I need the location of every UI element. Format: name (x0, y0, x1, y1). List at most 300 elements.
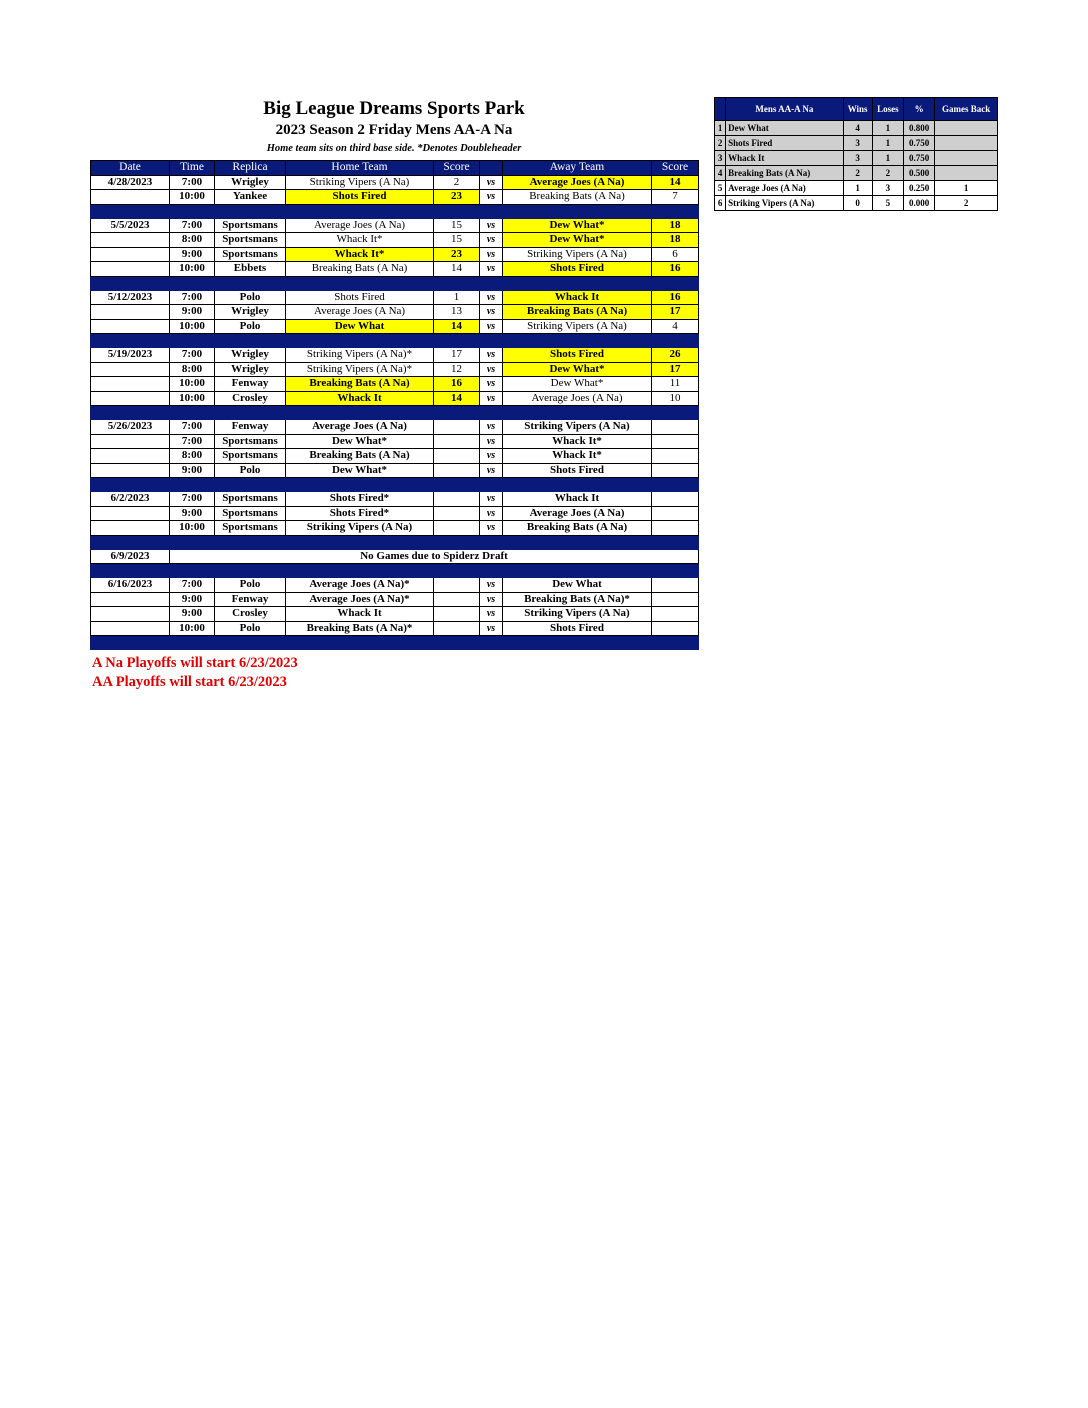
time-cell: 10:00 (170, 262, 215, 277)
date-cell: 6/9/2023 (91, 549, 170, 564)
game-row (91, 262, 699, 277)
col-header-vs (480, 161, 503, 176)
separator-cell (170, 334, 215, 348)
separator-cell (170, 276, 215, 290)
date-cell (91, 305, 170, 320)
home-score-cell: 17 (434, 348, 480, 363)
standings-wins: 3 (843, 136, 872, 151)
date-cell (91, 607, 170, 622)
standings-row (715, 181, 998, 196)
standings-header-wins: Wins (843, 98, 872, 121)
col-header-home-score: Score (434, 161, 480, 176)
game-row (91, 362, 699, 377)
separator-cell (503, 636, 652, 650)
vs-cell: vs (480, 348, 503, 363)
standings-row (715, 136, 998, 151)
standings-team: Striking Vipers (A Na) (726, 196, 843, 211)
away-score-cell (652, 420, 699, 435)
away-score-cell: 17 (652, 305, 699, 320)
away-score-cell: 18 (652, 218, 699, 233)
separator-cell (652, 535, 699, 549)
separator-cell (215, 276, 286, 290)
week-separator-row (91, 535, 699, 549)
separator-cell (480, 406, 503, 420)
separator-cell (434, 276, 480, 290)
home-team-cell: Shots Fired (286, 190, 434, 205)
replica-field-cell: Sportsmans (215, 506, 286, 521)
game-row (91, 607, 699, 622)
standings-loses: 3 (872, 181, 903, 196)
home-score-cell (434, 492, 480, 507)
standings-table (714, 97, 998, 211)
home-score-cell (434, 607, 480, 622)
date-cell: 5/5/2023 (91, 218, 170, 233)
standings-header-division: Mens AA-A Na (726, 98, 843, 121)
date-cell (91, 377, 170, 392)
no-games-row (91, 549, 699, 564)
separator-cell (480, 276, 503, 290)
home-score-cell: 23 (434, 247, 480, 262)
separator-cell (170, 636, 215, 650)
away-score-cell (652, 621, 699, 636)
date-cell (91, 190, 170, 205)
col-header-away-team: Away Team (503, 161, 652, 176)
vs-cell: vs (480, 391, 503, 406)
home-score-cell: 1 (434, 290, 480, 305)
separator-cell (215, 636, 286, 650)
home-team-cell: Dew What (286, 319, 434, 334)
standings-header-games-back: Games Back (935, 98, 998, 121)
replica-field-cell: Yankee (215, 190, 286, 205)
no-games-note: No Games due to Spiderz Draft (170, 549, 699, 564)
vs-cell: vs (480, 233, 503, 248)
home-team-cell: Striking Vipers (A Na)* (286, 348, 434, 363)
separator-cell (503, 334, 652, 348)
away-score-cell (652, 521, 699, 536)
replica-field-cell: Sportsmans (215, 233, 286, 248)
time-cell: 9:00 (170, 506, 215, 521)
separator-cell (286, 535, 434, 549)
header-note: Home team sits on third base side. *Denotes Doubleheader (266, 143, 522, 154)
game-row (91, 218, 699, 233)
date-cell: 6/2/2023 (91, 492, 170, 507)
home-score-cell: 16 (434, 377, 480, 392)
away-score-cell (652, 592, 699, 607)
standings-loses: 1 (872, 151, 903, 166)
game-row (91, 592, 699, 607)
vs-cell: vs (480, 434, 503, 449)
away-team-cell: Whack It* (503, 449, 652, 464)
away-score-cell (652, 449, 699, 464)
time-cell: 9:00 (170, 305, 215, 320)
standings-wins: 4 (843, 121, 872, 136)
time-cell: 9:00 (170, 607, 215, 622)
home-score-cell (434, 434, 480, 449)
away-team-cell: Whack It (503, 492, 652, 507)
home-team-cell: Dew What* (286, 463, 434, 478)
standings-pct: 0.000 (904, 196, 935, 211)
home-team-cell: Breaking Bats (A Na) (286, 377, 434, 392)
away-team-cell: Breaking Bats (A Na) (503, 305, 652, 320)
time-cell: 10:00 (170, 319, 215, 334)
time-cell: 7:00 (170, 492, 215, 507)
away-team-cell: Striking Vipers (A Na) (503, 247, 652, 262)
time-cell: 7:00 (170, 420, 215, 435)
vs-cell: vs (480, 362, 503, 377)
standings-header-rank (715, 98, 726, 121)
separator-cell (652, 334, 699, 348)
replica-field-cell: Sportsmans (215, 492, 286, 507)
date-cell (91, 247, 170, 262)
home-score-cell: 14 (434, 319, 480, 334)
separator-cell (434, 406, 480, 420)
date-cell (91, 362, 170, 377)
week-separator-row (91, 276, 699, 290)
away-team-cell: Dew What* (503, 233, 652, 248)
game-row (91, 377, 699, 392)
date-cell: 5/19/2023 (91, 348, 170, 363)
date-cell (91, 434, 170, 449)
date-cell (91, 621, 170, 636)
home-score-cell (434, 592, 480, 607)
week-separator-row (91, 478, 699, 492)
standings-pct: 0.750 (904, 151, 935, 166)
separator-cell (215, 535, 286, 549)
time-cell: 7:00 (170, 348, 215, 363)
home-team-cell: Breaking Bats (A Na) (286, 262, 434, 277)
game-row (91, 521, 699, 536)
standings-rank: 4 (715, 166, 726, 181)
home-team-cell: Average Joes (A Na) (286, 218, 434, 233)
separator-cell (652, 204, 699, 218)
standings-team: Breaking Bats (A Na) (726, 166, 843, 181)
separator-cell (215, 406, 286, 420)
date-cell (91, 463, 170, 478)
vs-cell: vs (480, 492, 503, 507)
game-row (91, 319, 699, 334)
vs-cell: vs (480, 463, 503, 478)
date-cell (91, 391, 170, 406)
schedule-table (90, 160, 699, 650)
vs-cell: vs (480, 420, 503, 435)
separator-cell (503, 564, 652, 578)
game-row (91, 290, 699, 305)
game-row (91, 420, 699, 435)
separator-cell (215, 564, 286, 578)
game-row (91, 621, 699, 636)
time-cell: 10:00 (170, 621, 215, 636)
vs-cell: vs (480, 377, 503, 392)
standings-rank: 2 (715, 136, 726, 151)
away-score-cell: 10 (652, 391, 699, 406)
separator-cell (503, 535, 652, 549)
separator-cell (480, 636, 503, 650)
away-score-cell (652, 578, 699, 593)
date-cell: 6/16/2023 (91, 578, 170, 593)
away-score-cell: 4 (652, 319, 699, 334)
standings-rank: 3 (715, 151, 726, 166)
standings-team: Whack It (726, 151, 843, 166)
replica-field-cell: Polo (215, 578, 286, 593)
away-score-cell (652, 434, 699, 449)
separator-cell (170, 535, 215, 549)
replica-field-cell: Sportsmans (215, 434, 286, 449)
separator-cell (434, 334, 480, 348)
separator-cell (286, 406, 434, 420)
replica-field-cell: Sportsmans (215, 521, 286, 536)
home-score-cell (434, 578, 480, 593)
replica-field-cell: Ebbets (215, 262, 286, 277)
standings-pct: 0.800 (904, 121, 935, 136)
separator-cell (286, 478, 434, 492)
away-score-cell: 16 (652, 262, 699, 277)
separator-cell (91, 334, 170, 348)
time-cell: 8:00 (170, 233, 215, 248)
separator-cell (91, 535, 170, 549)
away-team-cell: Striking Vipers (A Na) (503, 319, 652, 334)
standings-header-pct: % (904, 98, 935, 121)
standings-wins: 1 (843, 181, 872, 196)
standings-row (715, 166, 998, 181)
game-row (91, 190, 699, 205)
separator-cell (503, 276, 652, 290)
date-cell (91, 506, 170, 521)
home-score-cell (434, 420, 480, 435)
replica-field-cell: Polo (215, 621, 286, 636)
standings-rank: 6 (715, 196, 726, 211)
replica-field-cell: Crosley (215, 607, 286, 622)
away-team-cell: Shots Fired (503, 262, 652, 277)
replica-field-cell: Fenway (215, 377, 286, 392)
away-score-cell: 14 (652, 175, 699, 190)
date-cell: 5/26/2023 (91, 420, 170, 435)
standings-header-row (715, 98, 998, 121)
time-cell: 7:00 (170, 290, 215, 305)
away-team-cell: Whack It* (503, 434, 652, 449)
away-team-cell: Average Joes (A Na) (503, 175, 652, 190)
home-score-cell (434, 521, 480, 536)
home-team-cell: Dew What* (286, 434, 434, 449)
separator-cell (215, 204, 286, 218)
standings-loses: 5 (872, 196, 903, 211)
home-team-cell: Striking Vipers (A Na)* (286, 362, 434, 377)
away-team-cell: Average Joes (A Na) (503, 506, 652, 521)
game-row (91, 492, 699, 507)
away-team-cell: Shots Fired (503, 463, 652, 478)
home-team-cell: Average Joes (A Na) (286, 420, 434, 435)
time-cell: 7:00 (170, 175, 215, 190)
away-score-cell: 7 (652, 190, 699, 205)
standings-wins: 3 (843, 151, 872, 166)
away-team-cell: Shots Fired (503, 348, 652, 363)
home-score-cell (434, 506, 480, 521)
separator-cell (480, 478, 503, 492)
time-cell: 10:00 (170, 521, 215, 536)
time-cell: 8:00 (170, 449, 215, 464)
separator-cell (286, 564, 434, 578)
home-score-cell: 23 (434, 190, 480, 205)
replica-field-cell: Polo (215, 319, 286, 334)
home-score-cell: 15 (434, 218, 480, 233)
week-separator-row (91, 564, 699, 578)
home-team-cell: Whack It* (286, 233, 434, 248)
away-score-cell (652, 492, 699, 507)
separator-cell (652, 478, 699, 492)
time-cell: 7:00 (170, 218, 215, 233)
replica-field-cell: Sportsmans (215, 247, 286, 262)
standings-team: Shots Fired (726, 136, 843, 151)
col-header-time: Time (170, 161, 215, 176)
game-row (91, 578, 699, 593)
standings-games-back (935, 121, 998, 136)
replica-field-cell: Fenway (215, 592, 286, 607)
standings-team: Average Joes (A Na) (726, 181, 843, 196)
game-row (91, 175, 699, 190)
separator-cell (170, 478, 215, 492)
away-team-cell: Breaking Bats (A Na)* (503, 592, 652, 607)
game-row (91, 449, 699, 464)
game-row (91, 247, 699, 262)
away-score-cell: 26 (652, 348, 699, 363)
home-team-cell: Shots Fired* (286, 506, 434, 521)
standings-wins: 2 (843, 166, 872, 181)
standings-loses: 1 (872, 121, 903, 136)
separator-cell (170, 406, 215, 420)
standings-pct: 0.250 (904, 181, 935, 196)
page-subtitle: 2023 Season 2 Friday Mens AA-A Na (275, 122, 513, 138)
separator-cell (480, 535, 503, 549)
game-row (91, 434, 699, 449)
vs-cell: vs (480, 592, 503, 607)
replica-field-cell: Polo (215, 463, 286, 478)
separator-cell (480, 204, 503, 218)
standings-rank: 5 (715, 181, 726, 196)
standings-games-back: 1 (935, 181, 998, 196)
away-score-cell: 6 (652, 247, 699, 262)
separator-cell (286, 636, 434, 650)
separator-cell (652, 276, 699, 290)
separator-cell (170, 204, 215, 218)
separator-cell (170, 564, 215, 578)
vs-cell: vs (480, 506, 503, 521)
replica-field-cell: Sportsmans (215, 449, 286, 464)
home-team-cell: Average Joes (A Na)* (286, 592, 434, 607)
replica-field-cell: Wrigley (215, 348, 286, 363)
standings-rank: 1 (715, 121, 726, 136)
date-cell (91, 233, 170, 248)
home-score-cell: 2 (434, 175, 480, 190)
time-cell: 10:00 (170, 190, 215, 205)
home-score-cell (434, 621, 480, 636)
separator-cell (91, 564, 170, 578)
schedule-header-row (91, 161, 699, 176)
separator-cell (434, 204, 480, 218)
replica-field-cell: Sportsmans (215, 218, 286, 233)
separator-cell (503, 478, 652, 492)
time-cell: 7:00 (170, 578, 215, 593)
home-team-cell: Breaking Bats (A Na)* (286, 621, 434, 636)
away-team-cell: Dew What* (503, 218, 652, 233)
away-team-cell: Dew What (503, 578, 652, 593)
date-cell (91, 521, 170, 536)
standings-wins: 0 (843, 196, 872, 211)
home-team-cell: Striking Vipers (A Na) (286, 521, 434, 536)
replica-field-cell: Polo (215, 290, 286, 305)
home-score-cell: 15 (434, 233, 480, 248)
time-cell: 8:00 (170, 362, 215, 377)
away-team-cell: Striking Vipers (A Na) (503, 607, 652, 622)
standings-pct: 0.750 (904, 136, 935, 151)
away-score-cell: 18 (652, 233, 699, 248)
home-team-cell: Average Joes (A Na) (286, 305, 434, 320)
col-header-home-team: Home Team (286, 161, 434, 176)
away-score-cell (652, 607, 699, 622)
separator-cell (434, 478, 480, 492)
separator-cell (480, 334, 503, 348)
standings-games-back (935, 136, 998, 151)
standings-team: Dew What (726, 121, 843, 136)
separator-cell (652, 636, 699, 650)
week-separator-row (91, 636, 699, 650)
separator-cell (91, 478, 170, 492)
separator-cell (434, 535, 480, 549)
week-separator-row (91, 204, 699, 218)
vs-cell: vs (480, 305, 503, 320)
away-team-cell: Dew What* (503, 377, 652, 392)
page-title: Big League Dreams Sports Park (263, 98, 525, 119)
col-header-date: Date (91, 161, 170, 176)
away-team-cell: Dew What* (503, 362, 652, 377)
home-team-cell: Whack It (286, 607, 434, 622)
replica-field-cell: Wrigley (215, 362, 286, 377)
home-score-cell: 13 (434, 305, 480, 320)
home-team-cell: Whack It* (286, 247, 434, 262)
date-cell (91, 262, 170, 277)
vs-cell: vs (480, 290, 503, 305)
separator-cell (215, 334, 286, 348)
away-score-cell: 16 (652, 290, 699, 305)
playoffs-note-a-na: A Na Playoffs will start 6/23/2023 (92, 655, 298, 671)
away-team-cell: Striking Vipers (A Na) (503, 420, 652, 435)
game-row (91, 463, 699, 478)
standings-pct: 0.500 (904, 166, 935, 181)
standings-row (715, 151, 998, 166)
standings-loses: 2 (872, 166, 903, 181)
separator-cell (434, 564, 480, 578)
vs-cell: vs (480, 578, 503, 593)
standings-loses: 1 (872, 136, 903, 151)
vs-cell: vs (480, 247, 503, 262)
home-team-cell: Whack It (286, 391, 434, 406)
home-score-cell: 12 (434, 362, 480, 377)
separator-cell (652, 406, 699, 420)
home-score-cell (434, 463, 480, 478)
game-row (91, 305, 699, 320)
date-cell: 4/28/2023 (91, 175, 170, 190)
week-separator-row (91, 406, 699, 420)
time-cell: 10:00 (170, 377, 215, 392)
separator-cell (434, 636, 480, 650)
time-cell: 10:00 (170, 391, 215, 406)
home-team-cell: Breaking Bats (A Na) (286, 449, 434, 464)
separator-cell (286, 334, 434, 348)
separator-cell (480, 564, 503, 578)
vs-cell: vs (480, 262, 503, 277)
game-row (91, 506, 699, 521)
vs-cell: vs (480, 607, 503, 622)
date-cell: 5/12/2023 (91, 290, 170, 305)
week-separator-row (91, 334, 699, 348)
